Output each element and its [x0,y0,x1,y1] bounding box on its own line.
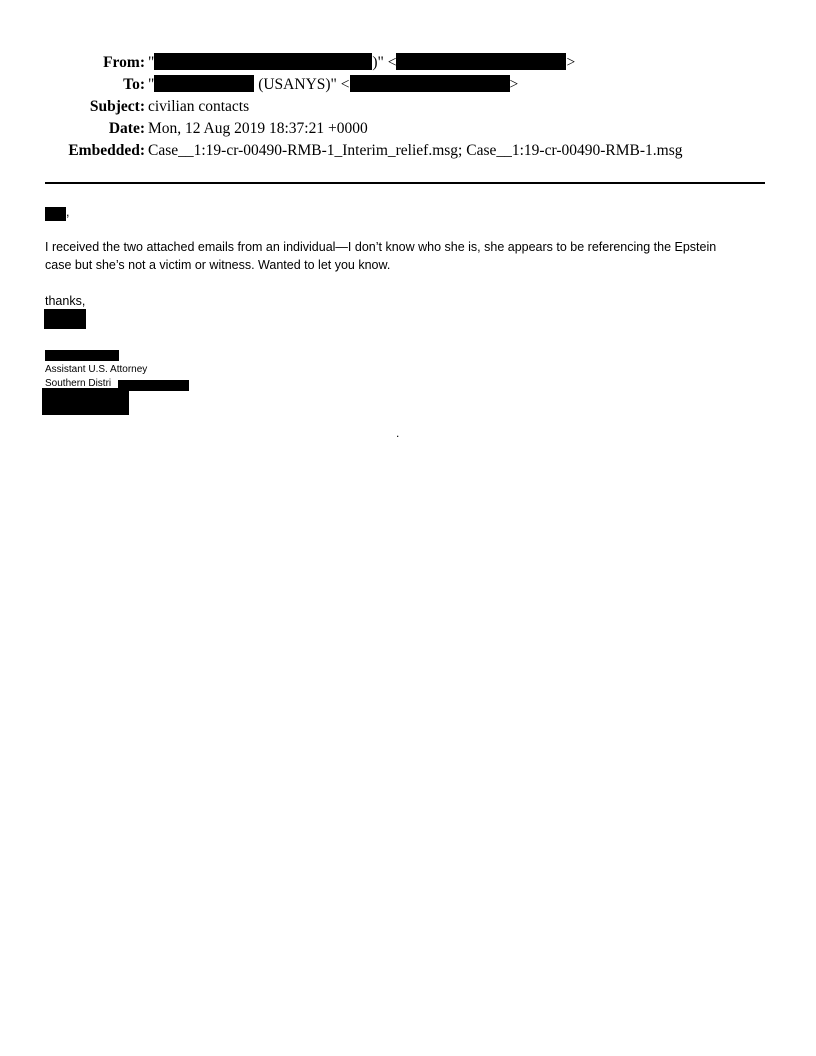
date-value: Mon, 12 Aug 2019 18:37:21 +0000 [148,120,368,137]
signature-name-redaction [45,350,119,361]
from-name-redaction [154,53,372,70]
date-row [0,118,816,140]
footer-dot: . [396,426,400,440]
sender-signoff-redaction [44,309,86,329]
header-divider [45,182,765,184]
subject-row [0,96,816,118]
subject-value: civilian contacts [148,98,250,115]
message-line-1: I received the two attached emails from an individual—I don’t know who she is, she appears to be referencing the Epstein [45,240,717,254]
embedded-value: Case__1:19-cr-00490-RMB-1_Interim_relief.msg; Case__1:19-cr-00490-RMB-1.msg [148,142,683,159]
signature-title: Assistant U.S. Attorney [45,364,148,375]
from-row [0,52,816,74]
to-label: To: [123,76,145,93]
signature-contact-redaction [42,388,129,415]
to-row [0,74,816,96]
greeting-comma: , [66,205,70,219]
from-email-redaction [396,53,566,70]
greeting-name-redaction [45,207,66,221]
to-value: " (USANYS)" < > [148,76,519,93]
to-name-redaction [154,75,254,92]
closing-text: thanks, [45,294,86,308]
message-line-2: case but she’s not a victim or witness. Wanted to let you know. [45,258,391,272]
to-email-redaction [350,75,510,92]
from-label: From: [103,54,145,71]
embedded-row [0,140,816,162]
embedded-label: Embedded: [68,142,145,159]
from-value: " )" < > [148,54,576,71]
date-label: Date: [108,120,145,137]
subject-label: Subject: [89,98,145,115]
signature-office: Southern Distri [45,378,112,387]
